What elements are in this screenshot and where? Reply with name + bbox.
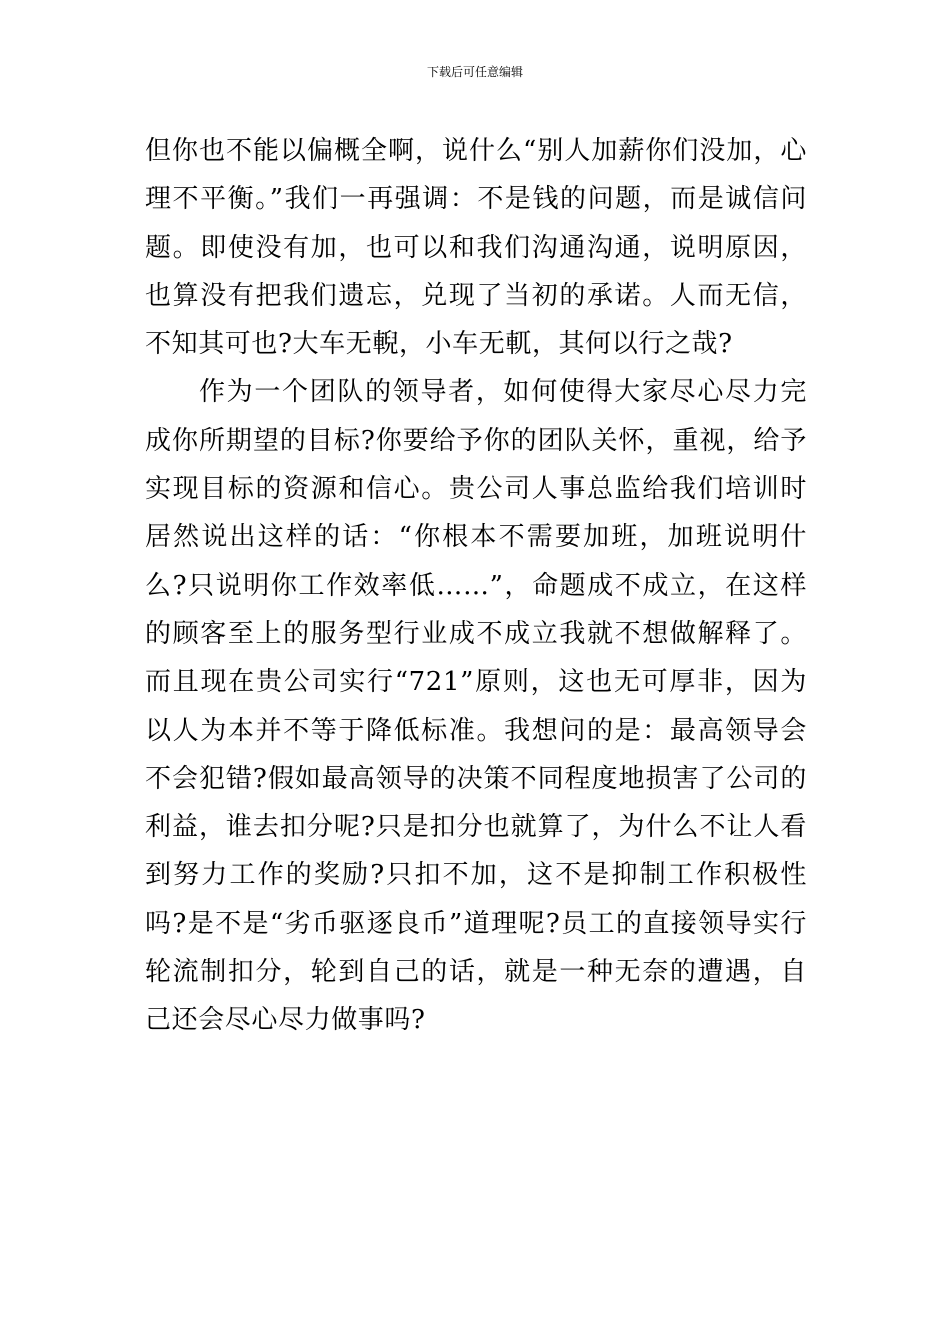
document-body xyxy=(145,127,807,1045)
page-header: 下载后可任意编辑 xyxy=(426,65,523,79)
paragraph-1: 但你也不能以偏概全啊，说什么“别人加薪你们没加，心理不平衡。”我们一再强调：不是钱的问题，而是诚信问题。即使没有加，也可以和我们沟通沟通，说明原因，也算没有把我们遗忘，兑现了当初的承诺。人而无信，不知其可也?大车无輗，小车无軏，其何以行之哉? xyxy=(145,136,807,360)
paragraph-2: 作为一个团队的领导者，如何使得大家尽心尽力完成你所期望的目标?你要给予你的团队关怀，重视，给予实现目标的资源和信心。贵公司人事总监给我们培训时居然说出这样的话：“你根本不需要加班，加班说明什么?只说明你工作效率低……”，命题成不成立，在这样的顾客至上的服务型行业成不成立我就不想做解释了。而且现在贵公司实行“721”原则，这也无可厚非，因为以人为本并不等于降低标准。我想问的是：最高领导会不会犯错?假如最高领导的决策不同程度地损害了公司的利益，谁去扣分呢?只是扣分也就算了，为什么不让人看到努力工作的奖励?只扣不加，这不是抑制工作积极性吗?是不是“劣币驱逐良币”道理呢?员工的直接领导实行轮流制扣分，轮到自己的话，就是一种无奈的遭遇，自己还会尽心尽力做事吗? xyxy=(145,377,807,1036)
